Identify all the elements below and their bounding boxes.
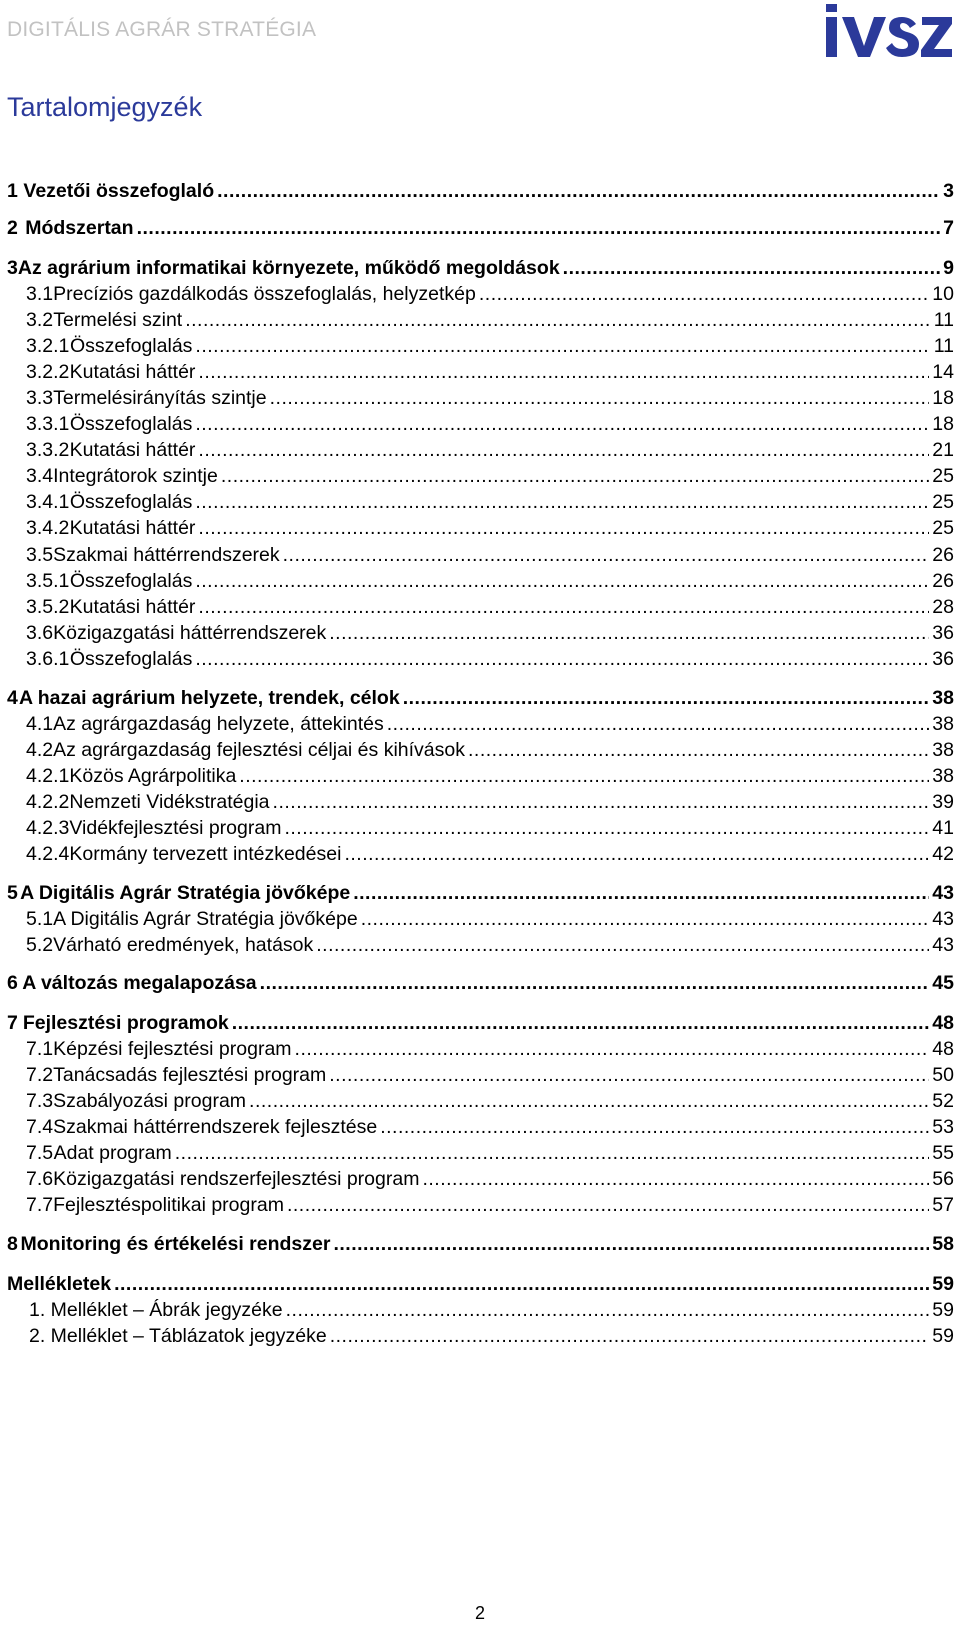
toc-entry-7-5[interactable] bbox=[7, 1140, 954, 1167]
toc-entry-title: Mellékletek bbox=[7, 1273, 112, 1295]
toc-entry-page: 53 bbox=[932, 1116, 954, 1138]
toc-entry-mellekletek[interactable] bbox=[7, 1271, 954, 1298]
toc-entry-3-3-2[interactable] bbox=[7, 437, 954, 464]
toc-entry-page: 9 bbox=[943, 257, 954, 279]
toc-leader-dots bbox=[195, 646, 929, 673]
toc-leader-dots bbox=[198, 594, 929, 621]
toc-entry-title: Kormány tervezett intézkedései bbox=[69, 843, 342, 865]
toc-leader-dots bbox=[195, 411, 929, 438]
toc-entry-8[interactable] bbox=[7, 1231, 954, 1258]
toc-entry-3-3-1[interactable] bbox=[7, 411, 954, 438]
toc-entry-melleklet-1[interactable] bbox=[7, 1297, 954, 1324]
toc-entry-page: 7 bbox=[943, 217, 954, 239]
toc-entry-number: 7 bbox=[7, 1012, 18, 1034]
toc-entry-7-1[interactable] bbox=[7, 1036, 954, 1063]
toc-leader-dots bbox=[198, 515, 929, 542]
toc-entry-number: 7.4 bbox=[26, 1116, 54, 1138]
toc-entry-page: 36 bbox=[932, 622, 954, 644]
toc-leader-dots bbox=[329, 620, 929, 647]
toc-entry-title: Monitoring és értékelési rendszer bbox=[20, 1233, 331, 1255]
toc-entry-number: 4.2.4 bbox=[26, 843, 70, 865]
toc-entry-1[interactable] bbox=[7, 178, 954, 205]
toc-entry-page: 38 bbox=[932, 739, 954, 761]
toc-leader-dots bbox=[239, 763, 929, 790]
toc-leader-dots bbox=[284, 815, 929, 842]
toc-entry-3-2[interactable] bbox=[7, 307, 954, 334]
toc-entry-page: 41 bbox=[932, 817, 954, 839]
toc-entry-title: Az agrárgazdaság helyzete, áttekintés bbox=[53, 713, 384, 735]
toc-entry-number: 7.3 bbox=[26, 1090, 54, 1112]
toc-entry-title: Összefoglalás bbox=[69, 648, 193, 670]
toc-entry-page: 59 bbox=[932, 1273, 954, 1295]
toc-leader-dots bbox=[195, 333, 930, 360]
toc-entry-3-6-1[interactable] bbox=[7, 646, 954, 673]
toc-entry-page: 25 bbox=[932, 491, 954, 513]
toc-entry-3-3[interactable] bbox=[7, 385, 954, 412]
toc-entry-6[interactable] bbox=[7, 970, 954, 997]
toc-leader-dots bbox=[283, 542, 930, 569]
toc-entry-page: 39 bbox=[932, 791, 954, 813]
toc-entry-number: 3.3.2 bbox=[26, 439, 70, 461]
toc-entry-page: 28 bbox=[932, 596, 954, 618]
toc-entry-title: Kutatási háttér bbox=[69, 596, 196, 618]
toc-entry-number: 3.4.1 bbox=[26, 491, 70, 513]
toc-entry-title: Kutatási háttér bbox=[69, 361, 196, 383]
toc-entry-title: Integrátorok szintje bbox=[53, 465, 218, 487]
toc-entry-4-2-1[interactable] bbox=[7, 763, 954, 790]
toc-entry-7-6[interactable] bbox=[7, 1166, 954, 1193]
toc-entry-title: Fejlesztéspolitikai program bbox=[53, 1194, 284, 1216]
toc-entry-title: 1. Melléklet – Ábrák jegyzéke bbox=[29, 1299, 283, 1321]
toc-entry-page: 26 bbox=[932, 570, 954, 592]
toc-leader-dots bbox=[137, 215, 941, 242]
toc-entry-5-1[interactable] bbox=[7, 906, 954, 933]
toc-entry-page: 50 bbox=[932, 1064, 954, 1086]
toc-entry-title: Összefoglalás bbox=[69, 570, 193, 592]
document-header-title: DIGITÁLIS AGRÁR STRATÉGIA bbox=[7, 18, 317, 41]
toc-entry-number: 3.5 bbox=[26, 544, 54, 566]
toc-leader-dots bbox=[344, 841, 929, 868]
toc-entry-number: 7.2 bbox=[26, 1064, 54, 1086]
toc-entry-3-2-1[interactable] bbox=[7, 333, 954, 360]
toc-leader-dots bbox=[286, 1297, 930, 1324]
toc-entry-title: Szakmai háttérrendszerek bbox=[53, 544, 280, 566]
toc-entry-page: 52 bbox=[932, 1090, 954, 1112]
toc-entry-title: Képzési fejlesztési program bbox=[53, 1038, 292, 1060]
toc-entry-page: 14 bbox=[932, 361, 954, 383]
toc-entry-title: A változás megalapozása bbox=[22, 972, 257, 994]
toc-entry-page: 36 bbox=[932, 648, 954, 670]
page-number: 2 bbox=[474, 1603, 485, 1623]
toc-entry-title: Szabályozási program bbox=[53, 1090, 247, 1112]
toc-entry-title: A Digitális Agrár Stratégia jövőképe bbox=[20, 882, 351, 904]
toc-entry-title: Nemzeti Vidékstratégia bbox=[69, 791, 270, 813]
toc-entry-title: Várható eredmények, hatások bbox=[53, 934, 314, 956]
toc-heading: Tartalomjegyzék bbox=[7, 92, 203, 122]
toc-entry-4-2[interactable] bbox=[7, 737, 954, 764]
toc-entry-number: 7.6 bbox=[26, 1168, 54, 1190]
toc-entry-3-4-1[interactable] bbox=[7, 489, 954, 516]
toc-entry-7-2[interactable] bbox=[7, 1062, 954, 1089]
toc-entry-5-2[interactable] bbox=[7, 932, 954, 959]
toc-entry-4-2-4[interactable] bbox=[7, 841, 954, 868]
toc-leader-dots bbox=[387, 711, 930, 738]
toc-entry-page: 11 bbox=[933, 309, 954, 331]
toc-leader-dots bbox=[361, 906, 930, 933]
toc-entry-4-2-3[interactable] bbox=[7, 815, 954, 842]
toc-entry-number: 4.2 bbox=[26, 739, 54, 761]
toc-entry-number: 5.2 bbox=[26, 934, 54, 956]
toc-leader-dots bbox=[330, 1323, 930, 1350]
toc-entry-page: 43 bbox=[932, 934, 954, 956]
toc-entry-title: 2. Melléklet – Táblázatok jegyzéke bbox=[29, 1325, 327, 1347]
toc-entry-page: 25 bbox=[932, 517, 954, 539]
toc-entry-title: Összefoglalás bbox=[69, 413, 193, 435]
toc-leader-dots bbox=[329, 1062, 929, 1089]
toc-entry-title: Fejlesztési programok bbox=[22, 1012, 229, 1034]
toc-entry-title: Termelési szint bbox=[53, 309, 183, 331]
toc-entry-page: 38 bbox=[932, 713, 954, 735]
toc-entry-number: 3.6 bbox=[26, 622, 54, 644]
toc-leader-dots bbox=[353, 880, 929, 907]
toc-entry-4-1[interactable] bbox=[7, 711, 954, 738]
toc-entry-title: Összefoglalás bbox=[69, 335, 193, 357]
toc-entry-number: 5.1 bbox=[26, 908, 54, 930]
toc-leader-dots bbox=[380, 1114, 929, 1141]
toc-entry-3[interactable] bbox=[7, 255, 954, 282]
toc-leader-dots bbox=[185, 307, 931, 334]
toc-entry-number: 1 bbox=[7, 180, 18, 202]
toc-entry-number: 4.2.1 bbox=[26, 765, 70, 787]
toc-entry-title: Közigazgatási rendszerfejlesztési program bbox=[53, 1168, 420, 1190]
toc-entry-page: 59 bbox=[932, 1299, 954, 1321]
toc-entry-number: 3.3.1 bbox=[26, 413, 70, 435]
toc-entry-number: 2 bbox=[7, 217, 18, 239]
toc-entry-page: 48 bbox=[932, 1012, 954, 1034]
toc-entry-3-5-2[interactable] bbox=[7, 594, 954, 621]
toc-leader-dots bbox=[249, 1088, 929, 1115]
toc-entry-page: 57 bbox=[932, 1194, 954, 1216]
toc-leader-dots bbox=[316, 932, 929, 959]
toc-entry-title: Adat program bbox=[53, 1142, 172, 1164]
toc-entry-3-1[interactable] bbox=[7, 281, 954, 308]
toc-entry-7-7[interactable] bbox=[7, 1192, 954, 1219]
toc-entry-number: 4.2.3 bbox=[26, 817, 70, 839]
toc-entry-7-3[interactable] bbox=[7, 1088, 954, 1115]
toc-leader-dots bbox=[198, 437, 929, 464]
toc-leader-dots bbox=[232, 1010, 930, 1037]
toc-entry-number: 3.2 bbox=[26, 309, 54, 331]
toc-entry-4[interactable] bbox=[7, 685, 954, 712]
toc-entry-page: 26 bbox=[932, 544, 954, 566]
toc-leader-dots bbox=[333, 1231, 929, 1258]
toc-entry-number: 3.5.2 bbox=[26, 596, 70, 618]
toc-leader-dots bbox=[422, 1166, 929, 1193]
toc-leader-dots bbox=[295, 1036, 930, 1063]
toc-entry-title: Összefoglalás bbox=[69, 491, 193, 513]
toc-entry-page: 11 bbox=[933, 335, 954, 357]
toc-entry-title: Kutatási háttér bbox=[69, 517, 196, 539]
toc-entry-number: 3.4 bbox=[26, 465, 54, 487]
toc-entry-number: 3.6.1 bbox=[26, 648, 70, 670]
toc-leader-dots bbox=[217, 178, 940, 205]
toc-leader-dots bbox=[195, 489, 929, 516]
toc-entry-number: 8 bbox=[7, 1233, 18, 1255]
toc-leader-dots bbox=[273, 789, 930, 816]
toc-entry-number: 4.1 bbox=[26, 713, 54, 735]
toc-entry-page: 3 bbox=[943, 180, 954, 202]
toc-entry-page: 58 bbox=[932, 1233, 954, 1255]
toc-entry-title: A Digitális Agrár Stratégia jövőképe bbox=[53, 908, 358, 930]
toc-entry-page: 18 bbox=[932, 387, 954, 409]
toc-entry-page: 43 bbox=[932, 908, 954, 930]
toc-entry-2[interactable] bbox=[7, 215, 954, 242]
toc-entry-page: 48 bbox=[932, 1038, 954, 1060]
toc-entry-number: 3.1 bbox=[26, 283, 54, 305]
toc-entry-number: 3.4.2 bbox=[26, 517, 70, 539]
toc-entry-page: 18 bbox=[932, 413, 954, 435]
toc-entry-title: Szakmai háttérrendszerek fejlesztése bbox=[53, 1116, 378, 1138]
toc-entry-page: 10 bbox=[932, 283, 954, 305]
toc-leader-dots bbox=[221, 463, 929, 490]
toc-entry-3-4-2[interactable] bbox=[7, 515, 954, 542]
toc-entry-page: 55 bbox=[932, 1142, 954, 1164]
toc-entry-number: 6 bbox=[7, 972, 18, 994]
toc-entry-page: 43 bbox=[932, 882, 954, 904]
toc-entry-page: 59 bbox=[932, 1325, 954, 1347]
toc-entry-page: 42 bbox=[932, 843, 954, 865]
toc-entry-3-5-1[interactable] bbox=[7, 568, 954, 595]
toc-entry-3-6[interactable] bbox=[7, 620, 954, 647]
toc-entry-number: 4.2.2 bbox=[26, 791, 70, 813]
toc-entry-page: 38 bbox=[932, 765, 954, 787]
toc-leader-dots bbox=[403, 685, 930, 712]
toc-entry-title: Közigazgatási háttérrendszerek bbox=[53, 622, 327, 644]
toc-entry-title: Precíziós gazdálkodás összefoglalás, helyzetkép bbox=[53, 283, 476, 305]
toc-entry-title: Az agrárium informatikai környezete, működő megoldások bbox=[17, 257, 560, 279]
toc-entry-page: 25 bbox=[932, 465, 954, 487]
toc-entry-number: 3.3 bbox=[26, 387, 54, 409]
toc-leader-dots bbox=[198, 359, 929, 386]
toc-entry-5[interactable] bbox=[7, 880, 954, 907]
toc-entry-title: Termelésirányítás szintje bbox=[53, 387, 267, 409]
toc-leader-dots bbox=[114, 1271, 929, 1298]
toc-leader-dots bbox=[260, 970, 930, 997]
toc-entry-number: 7.5 bbox=[26, 1142, 54, 1164]
toc-entry-page: 38 bbox=[932, 687, 954, 709]
toc-leader-dots bbox=[479, 281, 929, 308]
toc-entry-title: A hazai agrárium helyzete, trendek, célok bbox=[18, 687, 400, 709]
toc-leader-dots bbox=[175, 1140, 930, 1167]
toc-entry-page: 56 bbox=[932, 1168, 954, 1190]
toc-entry-title: Közös Agrárpolitika bbox=[69, 765, 237, 787]
toc-leader-dots bbox=[563, 255, 940, 282]
toc-entry-title: Vezetői összefoglaló bbox=[23, 180, 215, 202]
toc-entry-title: Kutatási háttér bbox=[69, 439, 196, 461]
toc-entry-3-5[interactable] bbox=[7, 542, 954, 569]
toc-entry-title: Módszertan bbox=[25, 217, 134, 239]
toc-leader-dots bbox=[468, 737, 929, 764]
toc-entry-number: 3.2.1 bbox=[26, 335, 70, 357]
toc-entry-title: Vidékfejlesztési program bbox=[69, 817, 282, 839]
toc-entry-number: 4 bbox=[7, 687, 18, 709]
toc-leader-dots bbox=[195, 568, 929, 595]
toc-entry-title: Tanácsadás fejlesztési program bbox=[53, 1064, 327, 1086]
toc-entry-number: 3.2.2 bbox=[26, 361, 70, 383]
toc-entry-7[interactable] bbox=[7, 1010, 954, 1037]
toc-entry-title: Az agrárgazdaság fejlesztési céljai és kihívások bbox=[53, 739, 465, 761]
toc-entry-page: 21 bbox=[932, 439, 954, 461]
toc-entry-number: 7.7 bbox=[26, 1194, 54, 1216]
toc-entry-4-2-2[interactable] bbox=[7, 789, 954, 816]
toc-entry-melleklet-2[interactable] bbox=[7, 1323, 954, 1350]
toc-entry-3-4[interactable] bbox=[7, 463, 954, 490]
toc-entry-number: 7.1 bbox=[26, 1038, 54, 1060]
toc-entry-3-2-2[interactable] bbox=[7, 359, 954, 386]
toc-entry-number: 3.5.1 bbox=[26, 570, 70, 592]
toc-leader-dots bbox=[270, 385, 930, 412]
toc-entry-number: 3 bbox=[7, 257, 18, 279]
toc-entry-page: 45 bbox=[932, 972, 954, 994]
toc-leader-dots bbox=[287, 1192, 929, 1219]
toc-entry-7-4[interactable] bbox=[7, 1114, 954, 1141]
toc-entry-number: 5 bbox=[7, 882, 18, 904]
